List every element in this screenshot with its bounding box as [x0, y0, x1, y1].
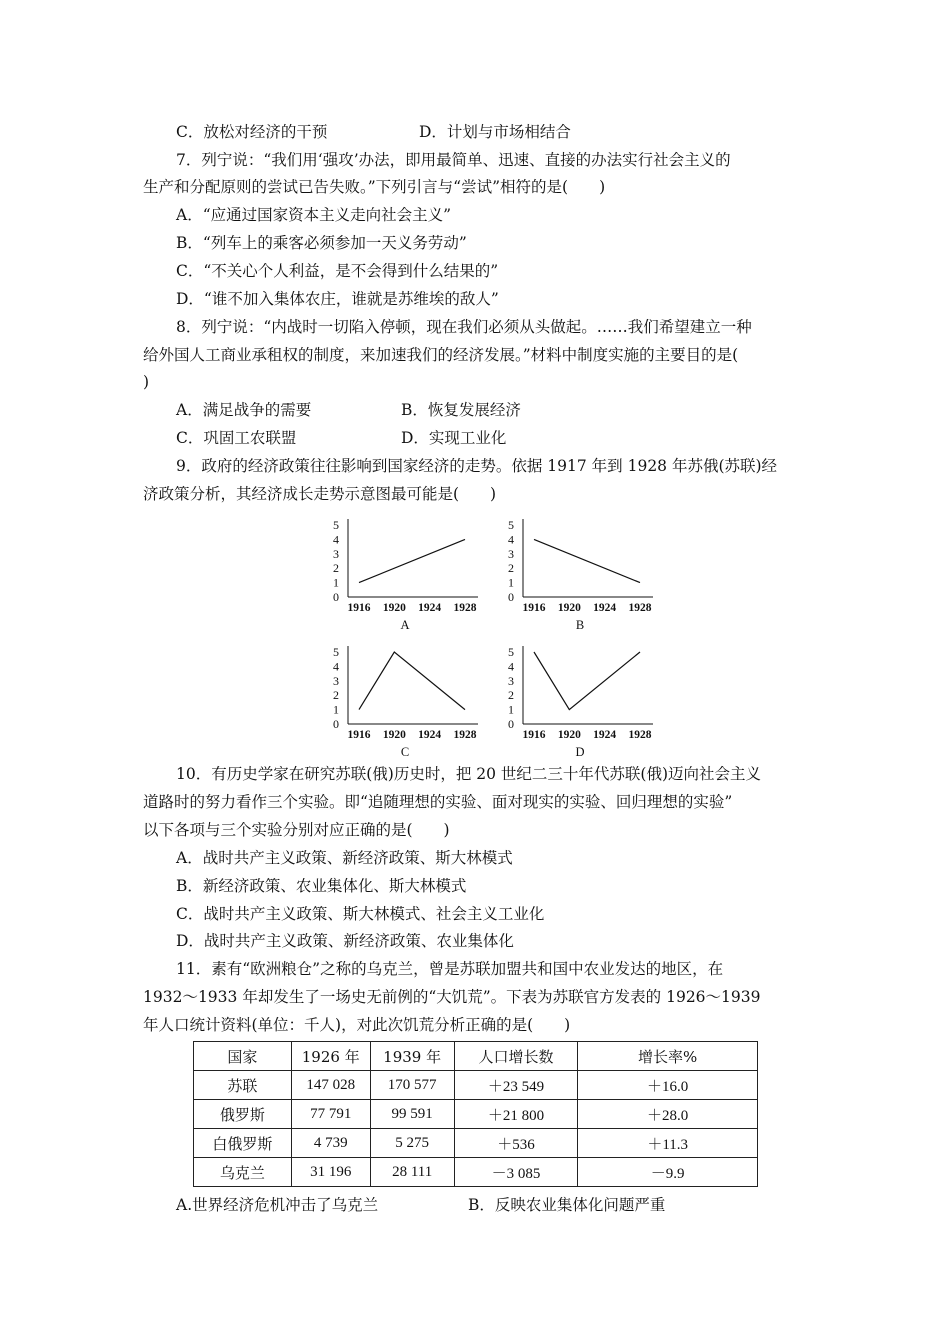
x-tick-label: 1928 — [628, 602, 652, 614]
y-tick-label: 2 — [333, 688, 339, 703]
y-tick-label: 3 — [508, 673, 514, 688]
table-cell: －3 085 — [454, 1158, 578, 1187]
q9-stem-line1: 9．政府的经济政策往往影响到国家经济的走势。依据 1917 年到 1928 年苏俄(苏联)经 — [176, 457, 778, 475]
table-cell: 99 591 — [370, 1100, 454, 1129]
table-row — [194, 1071, 758, 1100]
x-tick-label: 1916 — [347, 729, 371, 741]
table-cell: 4 739 — [291, 1129, 370, 1158]
table-header-cell: 1939 年 — [370, 1042, 454, 1071]
x-tick-label: 1928 — [453, 729, 477, 741]
table-row — [194, 1100, 758, 1129]
y-tick-label: 5 — [333, 518, 339, 532]
table-cell-country: 乌克兰 — [194, 1158, 292, 1187]
q7-stem-line1: 7．列宁说：“我们用‘强攻’办法，即用最简单、迅速、直接的办法实行社会主义的 — [176, 151, 731, 169]
y-tick-label: 4 — [508, 532, 514, 547]
table-cell: 170 577 — [370, 1071, 454, 1100]
table-cell-country: 白俄罗斯 — [194, 1129, 292, 1158]
x-tick-label: 1924 — [593, 602, 617, 614]
series-line — [534, 539, 640, 582]
q8-option-a[interactable]: A．满足战争的需要 — [176, 401, 312, 419]
table-header-cell: 1926 年 — [291, 1042, 370, 1071]
table-cell: ＋16.0 — [578, 1071, 758, 1100]
q6-option-c[interactable]: C．放松对经济的干预 — [176, 123, 328, 141]
q10-option-b[interactable]: B．新经济政策、农业集体化、斯大林模式 — [176, 877, 467, 895]
q10-option-d[interactable]: D．战时共产主义政策、新经济政策、农业集体化 — [176, 932, 514, 950]
table-cell: －9.9 — [578, 1158, 758, 1187]
q7-option-b[interactable]: B．“列车上的乘客必须参加一天义务劳动” — [176, 234, 467, 252]
series-line — [359, 652, 465, 710]
q10-option-a[interactable]: A．战时共产主义政策、新经济政策、斯大林模式 — [176, 849, 513, 867]
y-tick-label: 4 — [333, 532, 339, 547]
y-tick-label: 1 — [333, 702, 339, 717]
y-tick-label: 4 — [333, 659, 339, 674]
y-tick-label: 5 — [508, 645, 514, 659]
x-tick-label: 1920 — [557, 729, 581, 741]
table-cell: 28 111 — [370, 1158, 454, 1187]
y-tick-label: 0 — [333, 590, 339, 604]
q8-stem-line1: 8．列宁说：“内战时一切陷入停顿，现在我们必须从头做起。……我们希望建立一种 — [176, 318, 752, 336]
q10-option-c[interactable]: C．战时共产主义政策、斯大林模式、社会主义工业化 — [176, 905, 545, 923]
y-tick-label: 0 — [333, 717, 339, 731]
y-tick-label: 0 — [508, 590, 514, 604]
q11-stem-line2: 1932～1933 年却发生了一场史无前例的“大饥荒”。下表为苏联官方发表的 1926～1939 — [143, 988, 761, 1006]
series-line — [359, 539, 465, 582]
table-cell: ＋23 549 — [454, 1071, 578, 1100]
q8-option-d[interactable]: D．实现工业化 — [401, 429, 507, 447]
x-tick-label: 1924 — [418, 602, 442, 614]
y-tick-label: 2 — [508, 561, 514, 576]
series-line — [534, 652, 640, 710]
x-tick-label: 1916 — [347, 602, 371, 614]
y-tick-label: 4 — [508, 659, 514, 674]
q7-option-d[interactable]: D．“谁不加入集体农庄，谁就是苏维埃的敌人” — [176, 290, 499, 308]
q6-option-d[interactable]: D．计划与市场相结合 — [419, 123, 571, 141]
chart-option-c[interactable] — [328, 643, 488, 761]
y-tick-label: 1 — [508, 702, 514, 717]
x-tick-label: 1916 — [522, 602, 546, 614]
q11-stem-line3: 年人口统计资料(单位：千人)，对此次饥荒分析正确的是( ) — [143, 1016, 571, 1034]
table-cell: ＋536 — [454, 1129, 578, 1158]
q8-stem-line3: ) — [143, 373, 150, 391]
table-cell: 31 196 — [291, 1158, 370, 1187]
chart-caption: B — [575, 618, 585, 632]
table-cell: 5 275 — [370, 1129, 454, 1158]
x-tick-label: 1920 — [557, 602, 581, 614]
y-tick-label: 3 — [508, 546, 514, 561]
y-tick-label: 5 — [508, 518, 514, 532]
table-cell: 147 028 — [291, 1071, 370, 1100]
y-tick-label: 1 — [508, 575, 514, 590]
table-cell-country: 苏联 — [194, 1071, 292, 1100]
table-cell: ＋28.0 — [578, 1100, 758, 1129]
y-tick-label: 3 — [333, 546, 339, 561]
table-header-cell: 增长率% — [578, 1042, 758, 1071]
q7-stem-line2: 生产和分配原则的尝试已告失败。”下列引言与“尝试”相符的是( ) — [143, 178, 606, 196]
x-tick-label: 1920 — [382, 729, 406, 741]
q9-stem-line2: 济政策分析，其经济成长走势示意图最可能是( ) — [143, 485, 497, 503]
table-cell: ＋21 800 — [454, 1100, 578, 1129]
population-table — [193, 1041, 758, 1187]
q11-option-a[interactable]: A.世界经济危机冲击了乌克兰 — [176, 1196, 379, 1214]
x-tick-label: 1920 — [382, 602, 406, 614]
x-tick-label: 1916 — [522, 729, 546, 741]
table-header-cell: 人口增长数 — [454, 1042, 578, 1071]
q10-stem-line3: 以下各项与三个实验分别对应正确的是( ) — [143, 821, 450, 839]
table-cell-country: 俄罗斯 — [194, 1100, 292, 1129]
table-cell: ＋11.3 — [578, 1129, 758, 1158]
q8-stem-line2: 给外国人工商业承租权的制度，来加速我们的经济发展。”材料中制度实施的主要目的是( — [143, 346, 739, 364]
chart-option-a[interactable] — [328, 516, 488, 634]
chart-option-d[interactable] — [503, 643, 663, 761]
table-cell: 77 791 — [291, 1100, 370, 1129]
x-tick-label: 1928 — [628, 729, 652, 741]
chart-option-b[interactable] — [503, 516, 663, 634]
x-tick-label: 1924 — [593, 729, 617, 741]
q10-stem-line2: 道路时的努力看作三个实验。即“追随理想的实验、面对现实的实验、回归理想的实验” — [143, 793, 733, 811]
y-tick-label: 5 — [333, 645, 339, 659]
y-tick-label: 0 — [508, 717, 514, 731]
table-row — [194, 1129, 758, 1158]
q10-stem-line1: 10．有历史学家在研究苏联(俄)历史时，把 20 世纪二三十年代苏联(俄)迈向社会主义 — [176, 765, 761, 783]
y-tick-label: 3 — [333, 673, 339, 688]
table-header-cell: 国家 — [194, 1042, 292, 1071]
q11-stem-line1: 11．素有“欧洲粮仓”之称的乌克兰，曾是苏联加盟共和国中农业发达的地区，在 — [176, 960, 724, 978]
q7-option-a[interactable]: A．“应通过国家资本主义走向社会主义” — [176, 206, 452, 224]
chart-caption: A — [400, 618, 410, 632]
q8-option-b[interactable]: B．恢复发展经济 — [401, 401, 521, 419]
x-tick-label: 1928 — [453, 602, 477, 614]
chart-caption: D — [575, 745, 585, 759]
q11-option-b[interactable]: B．反映农业集体化问题严重 — [468, 1196, 666, 1214]
y-tick-label: 1 — [333, 575, 339, 590]
table-header-row — [194, 1042, 758, 1071]
q7-option-c[interactable]: C．“不关心个人利益，是不会得到什么结果的” — [176, 262, 499, 280]
y-tick-label: 2 — [508, 688, 514, 703]
table-row — [194, 1158, 758, 1187]
q8-option-c[interactable]: C．巩固工农联盟 — [176, 429, 297, 447]
y-tick-label: 2 — [333, 561, 339, 576]
x-tick-label: 1924 — [418, 729, 442, 741]
chart-caption: C — [400, 745, 410, 759]
